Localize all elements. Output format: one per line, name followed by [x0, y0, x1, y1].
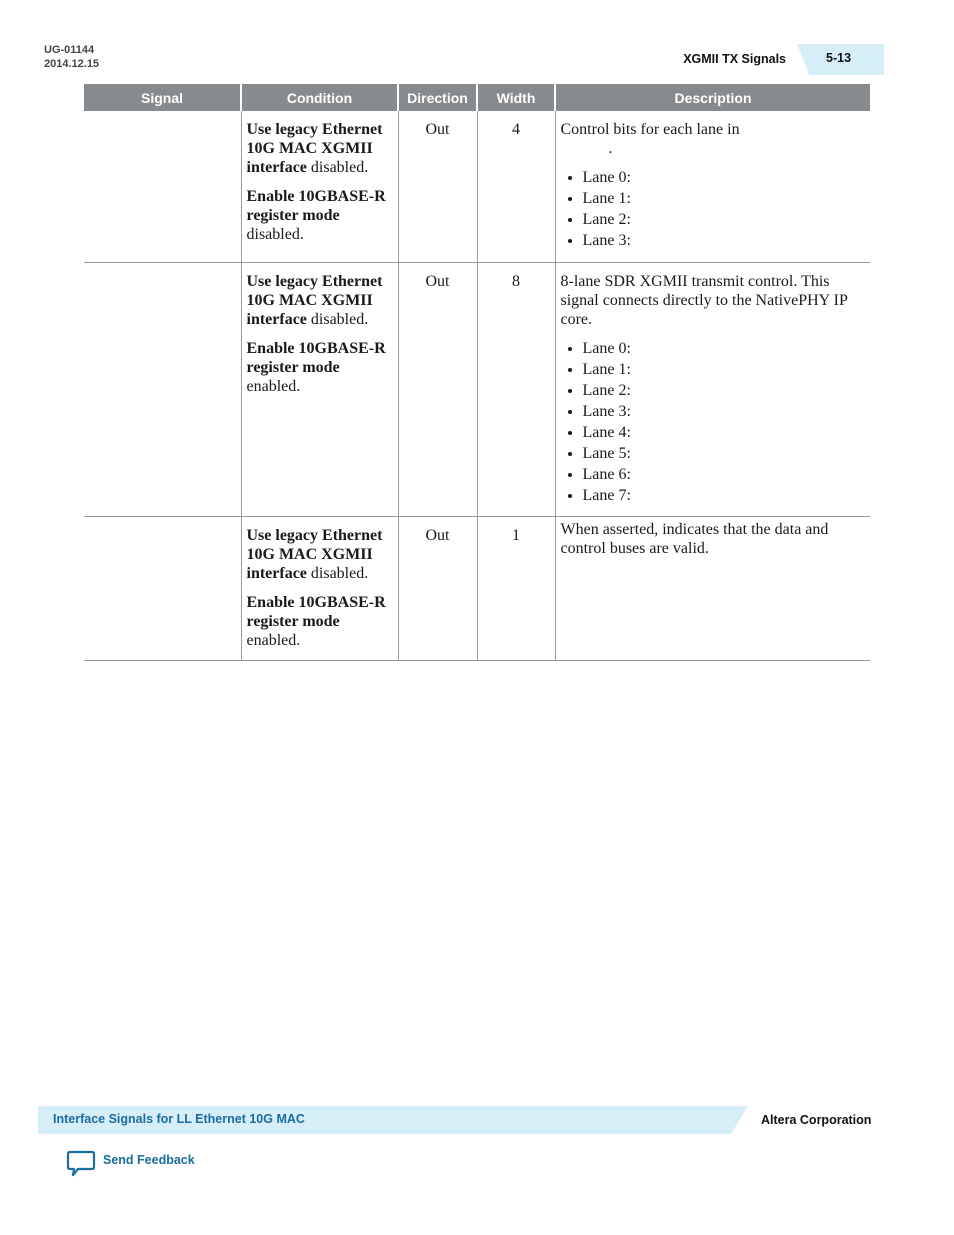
- footer-document-title[interactable]: Interface Signals for LL Ethernet 10G MAC: [53, 1112, 305, 1126]
- col-header-direction: Direction: [398, 84, 477, 111]
- list-item: • Lane 7:: [583, 485, 866, 506]
- list-item: • Lane 5:: [583, 443, 866, 464]
- description-cell: [555, 516, 870, 660]
- signal-cell: [84, 516, 241, 660]
- list-item: • Lane 3:: [583, 230, 866, 251]
- direction-cell: Out: [398, 262, 477, 516]
- doc-id: UG-01144: [44, 44, 95, 56]
- condition-value: disabled.: [306, 159, 369, 176]
- list-item: • Lane 0:: [583, 167, 866, 188]
- condition-value: disabled.: [306, 564, 369, 582]
- description-text: When asserted, indicates that the data and control buses are valid.: [560, 520, 829, 557]
- width-cell: 8: [477, 262, 555, 516]
- col-header-width: Width: [477, 84, 555, 111]
- condition-value: enabled.: [246, 631, 301, 649]
- condition-label: Enable 10GBASE-R register mode: [246, 188, 386, 224]
- list-item: • Lane 4:: [583, 422, 866, 443]
- list-item: • Lane 1:: [583, 359, 866, 380]
- description-cell: [555, 111, 870, 262]
- condition-value: disabled.: [306, 310, 369, 328]
- direction-cell: Out: [398, 111, 477, 262]
- lane-list: [561, 167, 866, 251]
- condition-value: disabled.: [246, 226, 304, 243]
- col-header-description: Description: [555, 84, 870, 111]
- condition-value: enabled.: [246, 377, 301, 395]
- condition-cell: [241, 111, 398, 262]
- condition-cell: [241, 262, 398, 516]
- table-row: [84, 262, 870, 516]
- list-item: • Lane 0:: [583, 338, 866, 359]
- description-text: .: [608, 140, 613, 157]
- page-number: 5-13: [826, 51, 852, 65]
- width-cell: 4: [477, 111, 555, 262]
- list-item: • Lane 2:: [583, 380, 866, 401]
- col-header-condition: Condition: [241, 84, 398, 111]
- section-title: XGMII TX Signals: [683, 52, 786, 66]
- signals-table: [84, 84, 870, 661]
- condition-label: Use legacy Ethernet 10G MAC XGMII interface: [246, 526, 383, 582]
- signal-cell: [84, 262, 241, 516]
- list-item: • Lane 1:: [583, 188, 866, 209]
- table-row: [84, 516, 870, 660]
- table-row: [84, 111, 870, 262]
- condition-label: Use legacy Ethernet 10G MAC XGMII interface: [246, 272, 383, 328]
- col-header-signal: Signal: [84, 84, 241, 111]
- direction-cell: Out: [398, 516, 477, 660]
- condition-cell: [241, 516, 398, 660]
- table-header-row: [84, 84, 870, 111]
- list-item: • Lane 3:: [583, 401, 866, 422]
- description-cell: [555, 262, 870, 516]
- condition-label: Use legacy Ethernet 10G MAC XGMII interface: [246, 121, 383, 176]
- list-item: • Lane 6:: [583, 464, 866, 485]
- feedback-speech-bubble-icon[interactable]: [66, 1150, 96, 1178]
- condition-label: Enable 10GBASE-R register mode: [246, 593, 386, 630]
- send-feedback-link[interactable]: Send Feedback: [103, 1153, 195, 1167]
- lane-list: [561, 338, 866, 506]
- doc-date: 2014.12.15: [44, 58, 100, 70]
- width-cell: 1: [477, 516, 555, 660]
- description-text: 8-lane SDR XGMII transmit control. This signal connects directly to the NativePHY IP core.: [560, 272, 848, 328]
- footer-corporation: Altera Corporation: [761, 1113, 872, 1127]
- signal-cell: [84, 111, 241, 262]
- doc-id-block: [44, 43, 99, 71]
- condition-label: Enable 10GBASE-R register mode: [246, 339, 386, 376]
- description-text: Control bits for each lane in: [560, 121, 740, 138]
- list-item: • Lane 2:: [583, 209, 866, 230]
